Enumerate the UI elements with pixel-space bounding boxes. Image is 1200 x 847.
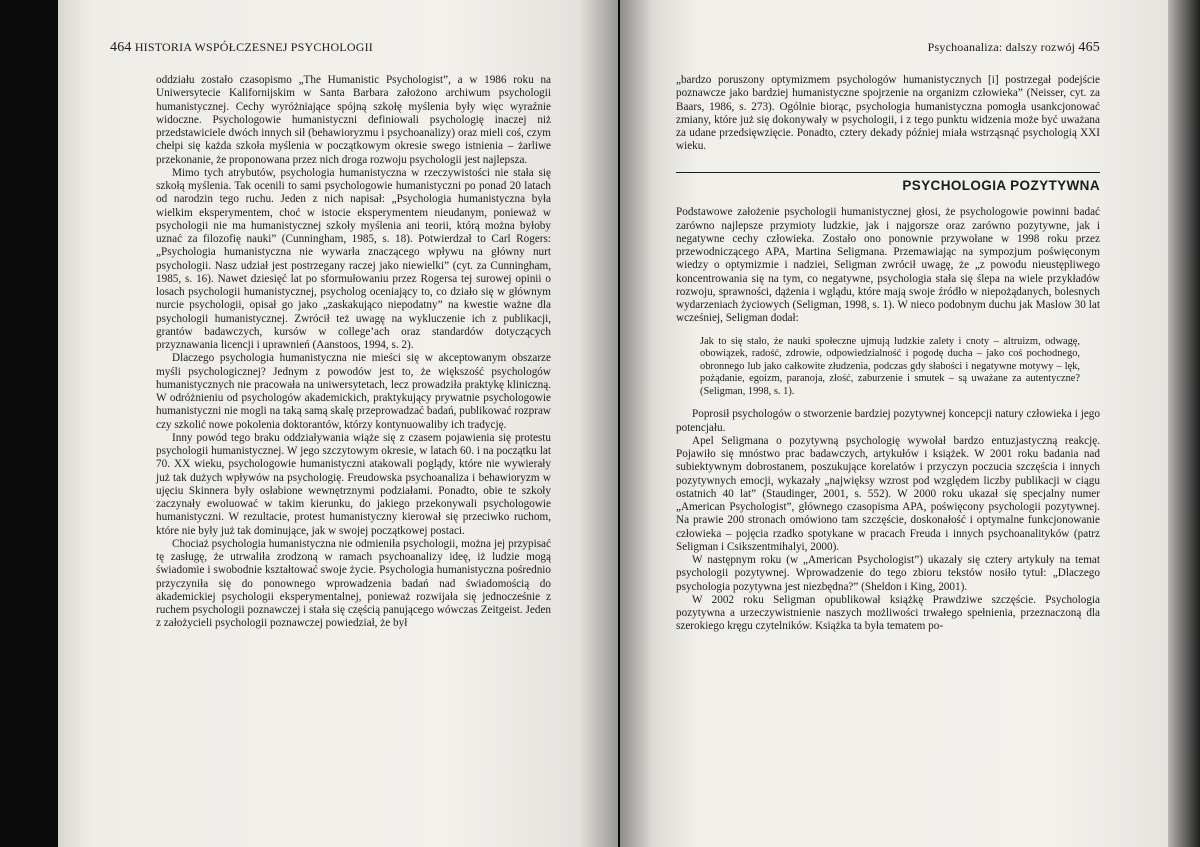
right-paragraph-2: Poprosił psychologów o stworzenie bardziej pozytywnej koncepcji natury człowieka i jego potencjału. [676, 408, 1100, 434]
right-paragraph-5: W 2002 roku Seligman opublikował książkę Prawdziwe szczęście. Psychologia pozytywna a urzeczywistnienie naszych możliwości trwałego spełnienia, przeznaczoną dla szerokiego kręgu czytelników. Książka ta była tematem po- [676, 593, 1100, 633]
left-text-block [156, 74, 551, 631]
left-running-head-title: HISTORIA WSPÓŁCZESNEJ PSYCHOLOGII [134, 40, 373, 54]
right-intro-paragraph: „bardzo poruszony optymizmem psychologów humanistycznych [i] postrzegał podejście poznawcze jako bardziej humanistyczne spojrzenie na organizm człowieka” (Neisser, cyt. za Baars, 1986, s. 273). Ogólnie biorąc, psychologia humanistyczna pomogła usankcjonować zmiany, które już się dokonywały w psychologii, i z tego punktu widzenia może być uważana za udane przedsięwzięcie. Ponadto, cztery dekady później miała wstrząsnąć psychologią XXI wieku. [676, 74, 1100, 153]
left-paragraph-5: Chociaż psychologia humanistyczna nie odmieniła psychologii, można jej przypisać tę zasługę, że utrwaliła zrodzoną w ramach psychoanalizy ideę, iż ludzie mogą świadomie i swobodnie kształtować swoje życie. Psychologia humanistyczna pośrednio przyczyniła się do ponownego wprowadzenia badań nad świadomością do akademickiej psychologii eksperymentalnej, ponieważ rozwijała się jednocześnie z ruchem psychologii poznawczej i stała się częścią panującego wówczas Zeitgeist. Jeden z założycieli psychologii poznawczej powiedział, że był [156, 537, 551, 630]
right-running-head [928, 40, 1100, 56]
section-divider [676, 172, 1100, 174]
book-edge [1168, 0, 1200, 847]
right-page-number: 465 [1078, 40, 1100, 55]
right-page [620, 0, 1168, 847]
left-paragraph-1: oddziału zostało czasopismo „The Humanistic Psychologist”, a w 1986 roku na Uniwersytecie Kalifornijskim w Santa Barbara założono archiwum psychologii humanistycznej. Cechy wyróżniające spójną szkołę myślenia były więc wyraźnie widoczne. Psychologowie humanistyczni definiowali psychologię inaczej niż przedstawiciele dwóch innych sił (behawioryzmu i psychoanalizy) oraz mieli coś, czym chełpi się każda szkoła myślenia w początkowym okresie swego istnienia – żarliwe przekonanie, że proponowana przez nich droga rozwoju psychologii jest najlepsza. [156, 74, 551, 166]
section-heading: PSYCHOLOGIA POZYTYWNA [902, 178, 1100, 193]
left-paragraph-4: Inny powód tego braku oddziaływania wiąże się z czasem pojawienia się protestu psychologii humanistycznej. W jego szczytowym okresie, w latach 60. i na początku lat 70. XX wieku, psychologowie humanistyczni atakowali poglądy, które nie wywierały już tak dużych wpływów na psychologię. Freudowska psychoanaliza i behawioryzm w ujęciu Skinnera były osłabione wewnętrznymi podziałami. Ponadto, obie te szkoły zaczynały ewoluować w takim kierunku, do jakiego przekonywali psychologowie humanistyczni. W rezultacie, protest humanistyczny kierował się przeciwko ruchom, które nie były już tak dominujące, jak w swojej początkowej postaci. [156, 431, 551, 537]
left-page-number: 464 [110, 40, 132, 55]
right-paragraph-1: Podstawowe założenie psychologii humanistycznej głosi, że psychologowie powinni badać zarówno najlepsze przymioty ludzkie, jak i najgorsze oraz zarówno pozytywne, jak i negatywne cechy człowieka. Zostało ono ponownie przywołane w 1998 roku przez przewodniczącego APA, Martina Seligmana. Przemawiając na sympozjum poświęconym wiedzy o optymizmie i nadziei, Seligman zwrócił uwagę, że „z powodu nieustępliwego koncentrowania się na tym, co negatywne, psychologia stała się ślepa na wiele przykładów rozwoju, sprawności, dążenia i wglądu, które mają swoje źródło w niepożądanych, bolesnych wydarzeniach życiowych (Seligman, 1998, s. 1). W nieco podobnym duchu jak Maslow 30 lat wcześniej, Seligman dodał: [676, 206, 1100, 325]
right-paragraph-3: Apel Seligmana o pozytywną psychologię wywołał bardzo entuzjastyczną reakcję. Pojawiło się mnóstwo prac badawczych, artykułów i książek. W 2001 roku badania nad subiektywnym dobrostanem, poszukujące korelatów i przyczyn poczucia szczęścia i innych pozytywnych emocji, wykazały „najwięksy wzrost pod względem liczby publikacji w ciągu ostatnich 40 lat” (Staudinger, 2001, s. 552). W 2000 roku ukazał się specjalny numer „American Psychologist”, głównego czasopisma APA, poświęcony psychologii pozytywnej. Na prawie 200 stronach omówiono tam szczęście, doskonałość i optymalne funkcjonowanie człowieka – pojęcia rzadko spotykane w pracach Freuda i innych psychoanalityków (patrz Seligman i Csikszentmihalyi, 2000). [676, 434, 1100, 553]
right-running-head-title: Psychoanaliza: dalszy rozwój [927, 40, 1076, 54]
left-paragraph-3: Dlaczego psychologia humanistyczna nie mieści się w akceptowanym obszarze myśli psychologicznej? Jednym z powodów jest to, że większość psychologów humanistycznych nie pracowała na uniwersytetach, lecz prowadziła praktykę kliniczną. W odróżnieniu od psychologów akademickich, praktykujący prywatnie psychologowie humanistyczni nie mogli na taką samą skalę przeprowadzać badań, publikować rozpraw czy szkolić nowe pokolenia doktorantów, którzy kontynuowaliby ich tradycję. [156, 352, 551, 431]
right-paragraph-4: W następnym roku (w „American Psychologist”) ukazały się cztery artykuły na temat psychologii pozytywnej. Wprowadzenie do tego zbioru tekstów nosiło tytuł: „Dlaczego psychologia pozytywna jest niezbędna?” (Sheldon i King, 2001). [676, 554, 1100, 593]
left-page [58, 0, 618, 847]
right-text-block [676, 74, 1100, 634]
left-running-head [110, 40, 373, 56]
left-paragraph-2: Mimo tych atrybutów, psychologia humanistyczna w rzeczywistości nie stała się szkołą myślenia. Tak ocenili to sami psychologowie humanistyczni po ponad 20 latach od narodzin tego ruchu. Jeden z nich napisał: „Psychologia humanistyczna była wielkim eksperymentem, choć w istocie eksperymentem nieudanym, ponieważ w psychologii nie ma humanistycznej szkoły myślenia ani teorii, którą można byłoby uznać za filozofię nauki” (Cunningham, 1985, s. 18). Potwierdzał to Carl Rogers: „Psychologia humanistyczna nie wywarła znaczącego wpływu na główny nurt psychologii. Nasz udział jest postrzegany raczej jako niewielki” (cyt. za Cunningham, 1985, s. 16). Nawet dziesięć lat po sformułowaniu przez Rogersa tej surowej opinii o losach psychologii humanistycznej, psycholog oceniający to, co działo się w głównym nurcie psychologii, opisał go jako „zaskakująco niepodatny” na kwestie ważne dla psychologii humanistycznej. Zwrócił też uwagę na wykluczenie ich z publikacji, grantów badawczych, kursów w college’ach oraz standardów dotyczących przyznawania licencji i uprawnień (Aanstoos, 1994, s. 2). [156, 166, 551, 351]
block-quote: Jak to się stało, że nauki społeczne ujmują ludzkie zalety i cnoty – altruizm, odwagę, obowiązek, radość, zdrowie, odpowiedzialność i pogodę ducha – jako coś pochodnego, obronnego lub jako całkowite złudzenia, podczas gdy słabości i negatywne motywy – lęk, pożądanie, egoizm, paranoja, złość, zaburzenie i smutek – są uważane za autentyczne? (Seligman, 1998, s. 1). [700, 335, 1080, 397]
